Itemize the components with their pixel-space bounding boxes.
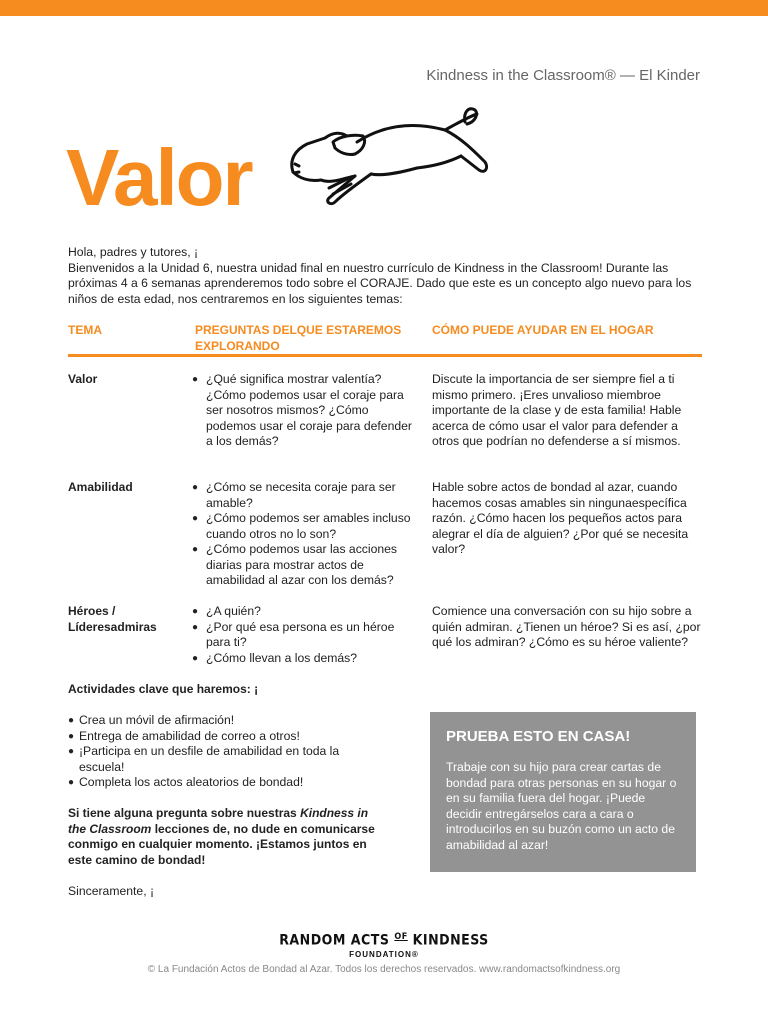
header-ayuda: CÓMO PUEDE AYUDAR EN EL HOGAR: [432, 323, 654, 337]
logo-foundation: FOUNDATION®: [349, 949, 419, 959]
row-help: Discute la importancia de ser siempre fiel a ti mismo primero. ¡Eres unvalioso miembroe importante de la clase y de esta familia! Hable acerca de cómo usar el valor para defender a otros que podrían no defenderse a sí mismos.: [432, 372, 682, 448]
question-item: ● ¿Cómo podemos usar las acciones diarias para mostrar actos de amabilidad al azar con los demás?: [192, 542, 417, 589]
intro-text: [68, 245, 708, 307]
row-questions: [192, 604, 417, 666]
question-item: ● ¿A quién?: [192, 604, 417, 620]
page-title: Valor: [66, 133, 252, 222]
row-questions: [192, 480, 417, 589]
row-topic: Valor: [68, 372, 98, 386]
header-tema: TEMA: [68, 323, 102, 337]
row-help: Hable sobre actos de bondad al azar, cuando hacemos cosas amables sin ningunaespecífica razón. ¿Cómo hacen los pequeños actos para alegrar el día de alguien? ¿Por qué se necesita valor?: [432, 480, 689, 556]
question-item: ● ¿Cómo se necesita coraje para ser amable?: [192, 480, 417, 511]
note-part1: Si tiene alguna pregunta sobre nuestras: [68, 806, 301, 820]
logo-wordmark: [0, 932, 768, 949]
activity-item: ● Entrega de amabilidad de correo a otros!: [68, 729, 368, 745]
try-at-home-box: [430, 712, 696, 872]
foundation-logo: [0, 932, 768, 959]
note-program: Kindness in the Classroom: [68, 806, 369, 836]
try-box-title: PRUEBA ESTO EN CASA!: [446, 728, 631, 745]
activity-item: ● Crea un móvil de afirmación!: [68, 713, 368, 729]
closing: Sinceramente, ¡: [68, 884, 155, 898]
top-accent-bar: [0, 0, 768, 16]
row-help: Comience una conversación con su hijo sobre a quién admiran. ¿Tienen un héroe? Si es así, ¿por qué los admiran? ¿Cómo es su héroe valiente?: [432, 604, 701, 649]
jumping-dog-illustration: [285, 102, 500, 212]
question-item: ● ¿Por qué esa persona es un héroe para ti?: [192, 620, 417, 651]
program-subtitle: Kindness in the Classroom® — El Kinder: [426, 67, 700, 84]
note-part2: lecciones de, no dude en comunicarse conmigo en cualquier momento. ¡Estamos juntos en este camino de bondad!: [68, 821, 375, 867]
row-topic: Amabilidad: [68, 480, 133, 494]
activities-list: [68, 713, 368, 791]
table-header: [68, 322, 702, 357]
questions-note: [68, 806, 378, 868]
logo-of: OF: [394, 932, 408, 942]
row-questions: [192, 372, 417, 450]
try-box-text: Trabaje con su hijo para crear cartas de bondad para otras personas en su hogar o en su familia fuera del hogar. ¡Puede decidir entregárselos cara a cara o introducirlos en su buzón como un acto de amabilidad al azar!: [446, 760, 677, 852]
logo-part: RANDOM ACTS: [279, 932, 395, 949]
logo-part: KINDNESS: [407, 932, 489, 949]
intro-paragraph: Bienvenidos a la Unidad 6, nuestra unidad final en nuestro currículo de Kindness in the Classroom! Durante las próximas 4 a 6 semanas aprenderemos todo sobre el CORAJE. Dado que este es un concepto algo nuevo para los niños de esta edad, nos centraremos en los siguientes temas:: [68, 260, 692, 306]
copyright-footer: © La Fundación Actos de Bondad al Azar. Todos los derechos reservados. www.randomactsofkindness.org: [147, 964, 621, 975]
row-topic: Héroes / Líderesadmiras: [68, 604, 157, 634]
activity-item: ● Completa los actos aleatorios de bondad!: [68, 775, 368, 791]
question-item: ● ¿Cómo llevan a los demás?: [192, 651, 417, 667]
activity-item: ● ¡Participa en un desfile de amabilidad en toda la escuela!: [68, 744, 368, 775]
activities-heading: Actividades clave que haremos: ¡: [68, 682, 259, 696]
question-item: ● ¿Qué significa mostrar valentía? ¿Cómo podemos usar el coraje para ser nosotros mismos? ¿Cómo podemos usar el coraje para defender a los demás?: [192, 372, 417, 450]
question-item: ● ¿Cómo podemos ser amables incluso cuando otros no lo son?: [192, 511, 417, 542]
header-preguntas: PREGUNTAS DELQUE ESTAREMOS EXPLORANDO: [195, 323, 402, 353]
greeting: Hola, padres y tutores, ¡: [68, 245, 199, 259]
